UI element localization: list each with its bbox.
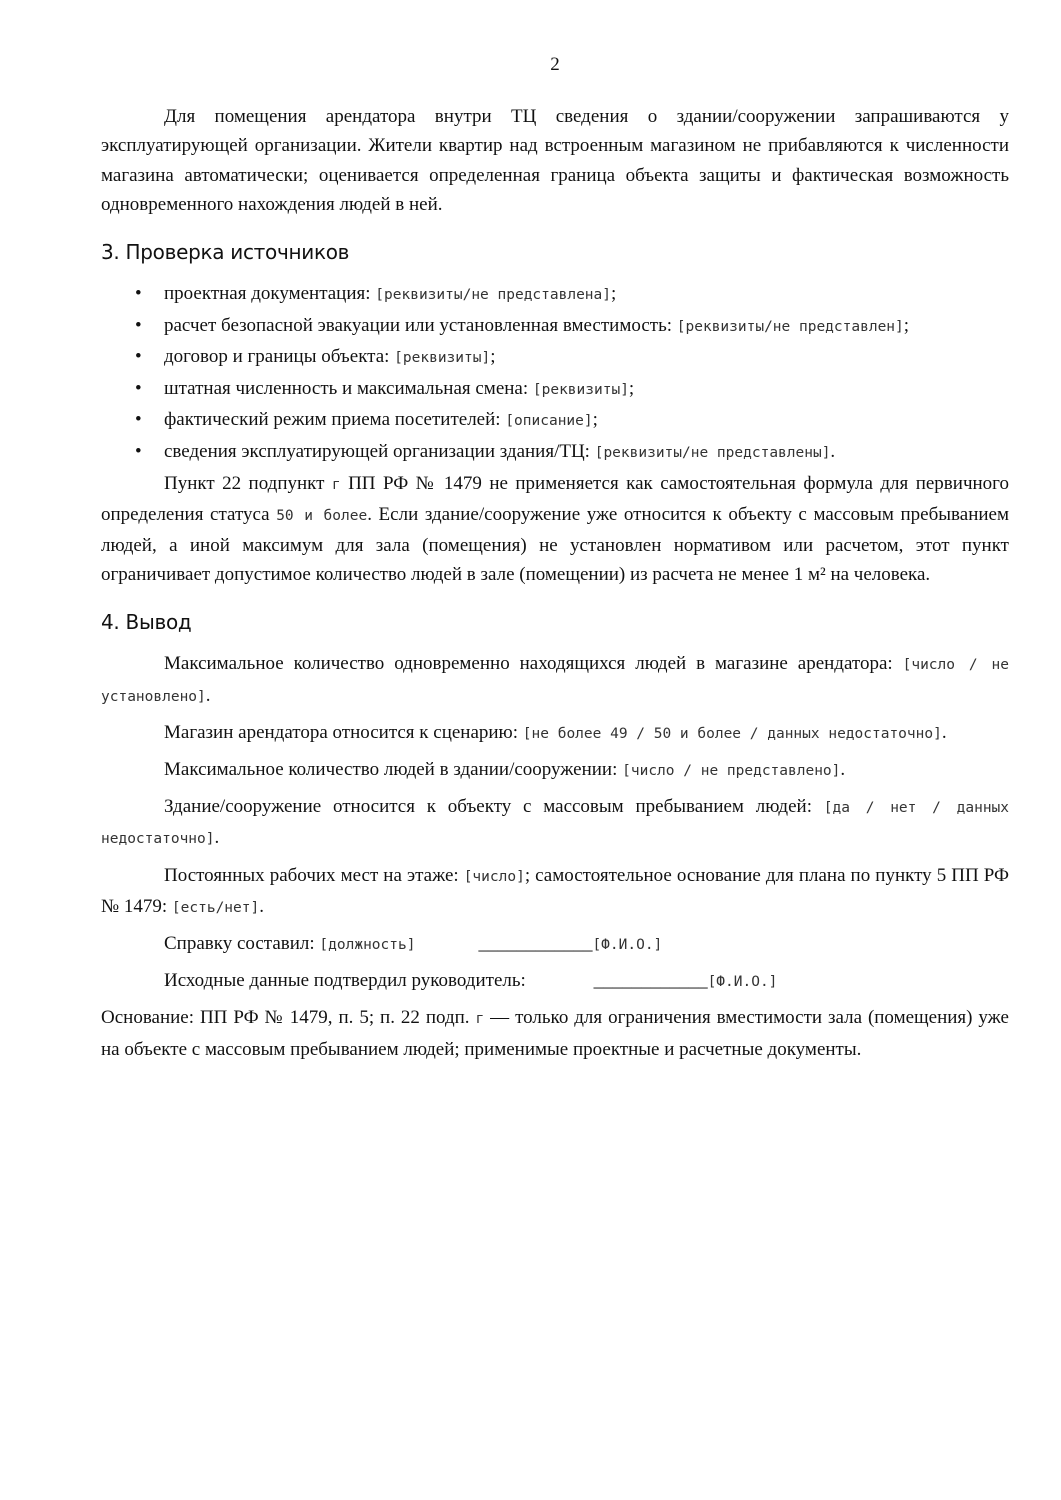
note-text: ПП РФ № 1479 не применяется как самостоятельная формула для первичного определения статуса: [101, 472, 1009, 525]
placeholder-field[interactable]: [число / не представлено]: [622, 763, 841, 779]
basis-text: Основание: ПП РФ № 1479, п. 5; п. 22 подп.: [101, 1007, 476, 1029]
placeholder-field[interactable]: [реквизиты]: [532, 381, 629, 398]
placeholder-field[interactable]: [должность]: [319, 937, 416, 954]
list-item: [101, 437, 1009, 469]
note-code: 50 и более: [276, 507, 368, 524]
list-item: [101, 311, 1009, 343]
bullet-icon: •: [135, 377, 142, 399]
conclusion-text: ; самостоятельное основание для плана по пункту 5 ПП РФ № 1479:: [101, 864, 1009, 917]
list-item-end: ;: [490, 346, 496, 368]
bullet-icon: •: [135, 440, 142, 462]
list-item-end: .: [830, 440, 836, 462]
sources-list: [101, 279, 1009, 469]
bullet-icon: •: [135, 409, 142, 431]
clause-22-note: [101, 469, 1009, 590]
intro-paragraph: Для помещения арендатора внутри ТЦ сведения о здании/сооружении запрашиваются у эксплуатирующей организации. Жители квартир над встроенным магазином не прибавляются к численности магазина автоматически; оценивается определенная граница объекта защиты и фактическая возможность одновременного нахождения людей в ней.: [101, 106, 1009, 215]
signature-label: Справку составил:: [164, 933, 320, 955]
placeholder-field[interactable]: [реквизиты/не представлен]: [676, 318, 904, 335]
bullet-icon: •: [135, 346, 142, 368]
conclusion-text: Магазин арендатора относится к сценарию:: [164, 721, 523, 743]
document-page: [101, 50, 1009, 1064]
list-item-end: ;: [592, 409, 598, 431]
placeholder-field[interactable]: [не более 49 / 50 и более / данных недостаточно]: [522, 725, 942, 742]
list-item-label: сведения эксплуатирующей организации здания/ТЦ:: [164, 440, 595, 462]
conclusion-max-building: [101, 755, 1009, 786]
conclusion-end: .: [205, 684, 211, 706]
conclusion-end: .: [941, 721, 947, 743]
placeholder-field[interactable]: [Ф.И.О.]: [707, 974, 778, 991]
list-item: [101, 279, 1009, 311]
conclusion-end: .: [840, 759, 846, 780]
list-item: [101, 405, 1009, 437]
bullet-icon: •: [135, 314, 142, 336]
list-item-end: ;: [611, 283, 617, 305]
placeholder-field[interactable]: [есть/нет]: [171, 899, 260, 916]
list-item: [101, 374, 1009, 406]
conclusion-text: Постоянных рабочих мест на этаже:: [164, 864, 464, 886]
conclusion-text: Максимальное количество людей в здании/сооружении:: [164, 759, 623, 780]
placeholder-field[interactable]: [реквизиты]: [394, 350, 491, 367]
conclusion-mass-stay: [101, 792, 1009, 854]
note-text: . Если здание/сооружение уже относится к объекту с массовым пребыванием людей, а иной максимум для зала (помещения) не установлен нормативом или расчетом, этот пункт ограничивает допустимое количество людей в зале (помещении) из расчета не менее 1 м² на человека.: [101, 503, 1009, 586]
signature-blank[interactable]: ____________: [478, 933, 593, 955]
list-item-label: расчет безопасной эвакуации или установленная вместимость:: [164, 314, 677, 336]
conclusion-scenario: [101, 718, 1009, 749]
basis-code: г: [475, 1011, 485, 1028]
note-text: Пункт 22 подпункт: [164, 472, 332, 494]
placeholder-field[interactable]: [Ф.И.О.]: [592, 937, 663, 954]
list-item-label: фактический режим приема посетителей:: [164, 409, 506, 431]
list-item-label: штатная численность и максимальная смена:: [164, 377, 533, 399]
placeholder-field[interactable]: [реквизиты/не представлены]: [594, 444, 831, 461]
conclusion-text: Здание/сооружение относится к объекту с массовым пребыванием людей:: [164, 796, 824, 818]
page-number: 2: [550, 54, 560, 75]
placeholder-field[interactable]: [число / не установлено]: [101, 657, 1009, 705]
basis-text: — только для ограничения вместимости зала (помещения) уже на объекте с массовым пребыванием людей; применимые проектные и расчетные документы.: [101, 1007, 1009, 1060]
section-3-heading: 3. Проверка источников: [101, 240, 350, 265]
signature-label: Исходные данные подтвердил руководитель:: [164, 970, 531, 992]
list-item-label: договор и границы объекта:: [164, 346, 395, 368]
signature-manager: [101, 966, 1009, 997]
bullet-icon: •: [135, 283, 142, 305]
note-code: г: [331, 476, 341, 493]
list-item-label: проектная документация:: [164, 283, 376, 305]
list-item: [101, 342, 1009, 374]
placeholder-field[interactable]: [реквизиты/не представлена]: [375, 287, 611, 304]
section-4-heading: 4. Вывод: [101, 610, 192, 635]
placeholder-field[interactable]: [да / нет / данных недостаточно]: [101, 800, 1010, 848]
conclusion-workplaces: [101, 861, 1009, 923]
list-item-end: ;: [903, 314, 910, 336]
conclusion-end: .: [259, 895, 264, 917]
conclusion-text: Максимальное количество одновременно находящихся людей в магазине арендатора:: [164, 653, 903, 675]
conclusion-end: .: [214, 827, 220, 849]
basis-paragraph: [101, 1003, 1009, 1063]
signature-blank[interactable]: ____________: [593, 970, 708, 992]
signature-compiler: [101, 929, 1009, 960]
placeholder-field[interactable]: [описание]: [505, 413, 593, 430]
conclusion-max-shop: [101, 649, 1009, 711]
list-item-end: ;: [628, 377, 635, 399]
placeholder-field[interactable]: [число]: [463, 868, 525, 885]
